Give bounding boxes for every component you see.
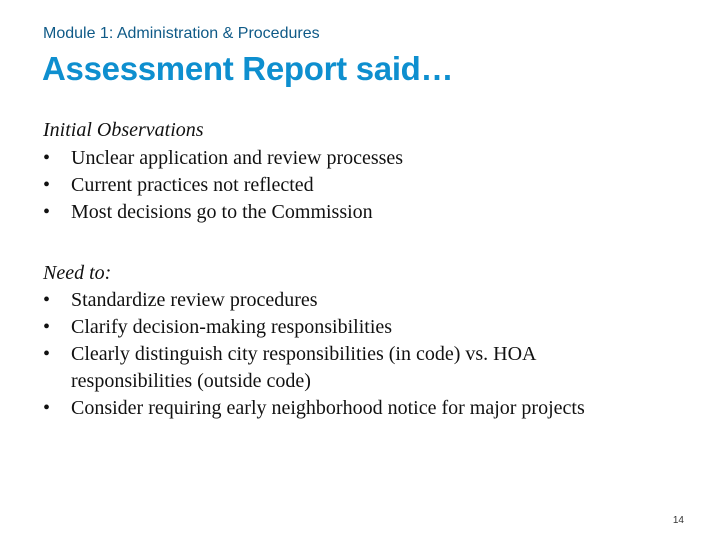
bullet-text: Most decisions go to the Commission: [71, 200, 373, 223]
bullet-icon: •: [43, 343, 51, 365]
bullet-item: [43, 145, 683, 172]
bullet-list-initial-observations: [43, 145, 683, 226]
bullet-item: [43, 341, 591, 395]
bullet-item: [43, 172, 683, 199]
bullet-item: [43, 314, 683, 341]
slide-body: [43, 116, 683, 422]
bullet-icon: •: [43, 146, 51, 169]
module-label: Module 1: Administration & Procedures: [43, 25, 320, 42]
bullet-icon: •: [43, 173, 51, 196]
bullet-text: Clarify decision-making responsibilities: [71, 316, 393, 338]
bullet-icon: •: [43, 200, 51, 223]
bullet-icon: •: [43, 316, 51, 338]
bullet-item: [43, 395, 681, 422]
bullet-text: Unclear application and review processes: [71, 146, 404, 169]
bullet-icon: •: [43, 397, 51, 419]
section-heading-need-to: Need to:: [43, 261, 112, 284]
bullet-item: [43, 199, 683, 226]
section-spacer: [43, 226, 683, 253]
bullet-list-need-to: [43, 287, 683, 422]
section-heading-initial-observations: Initial Observations: [43, 119, 204, 141]
bullet-item: [43, 287, 683, 314]
bullet-text: Consider requiring early neighborhood notice for major projects: [71, 397, 585, 419]
bullet-text: Current practices not reflected: [71, 173, 314, 196]
page-number: 14: [672, 515, 684, 526]
bullet-text: Standardize review procedures: [71, 289, 318, 311]
bullet-text: Clearly distinguish city responsibilities (in code) vs. HOA responsibilities (outside code): [71, 343, 536, 392]
bullet-icon: •: [43, 289, 51, 311]
slide-title: Assessment Report said…: [42, 50, 454, 87]
